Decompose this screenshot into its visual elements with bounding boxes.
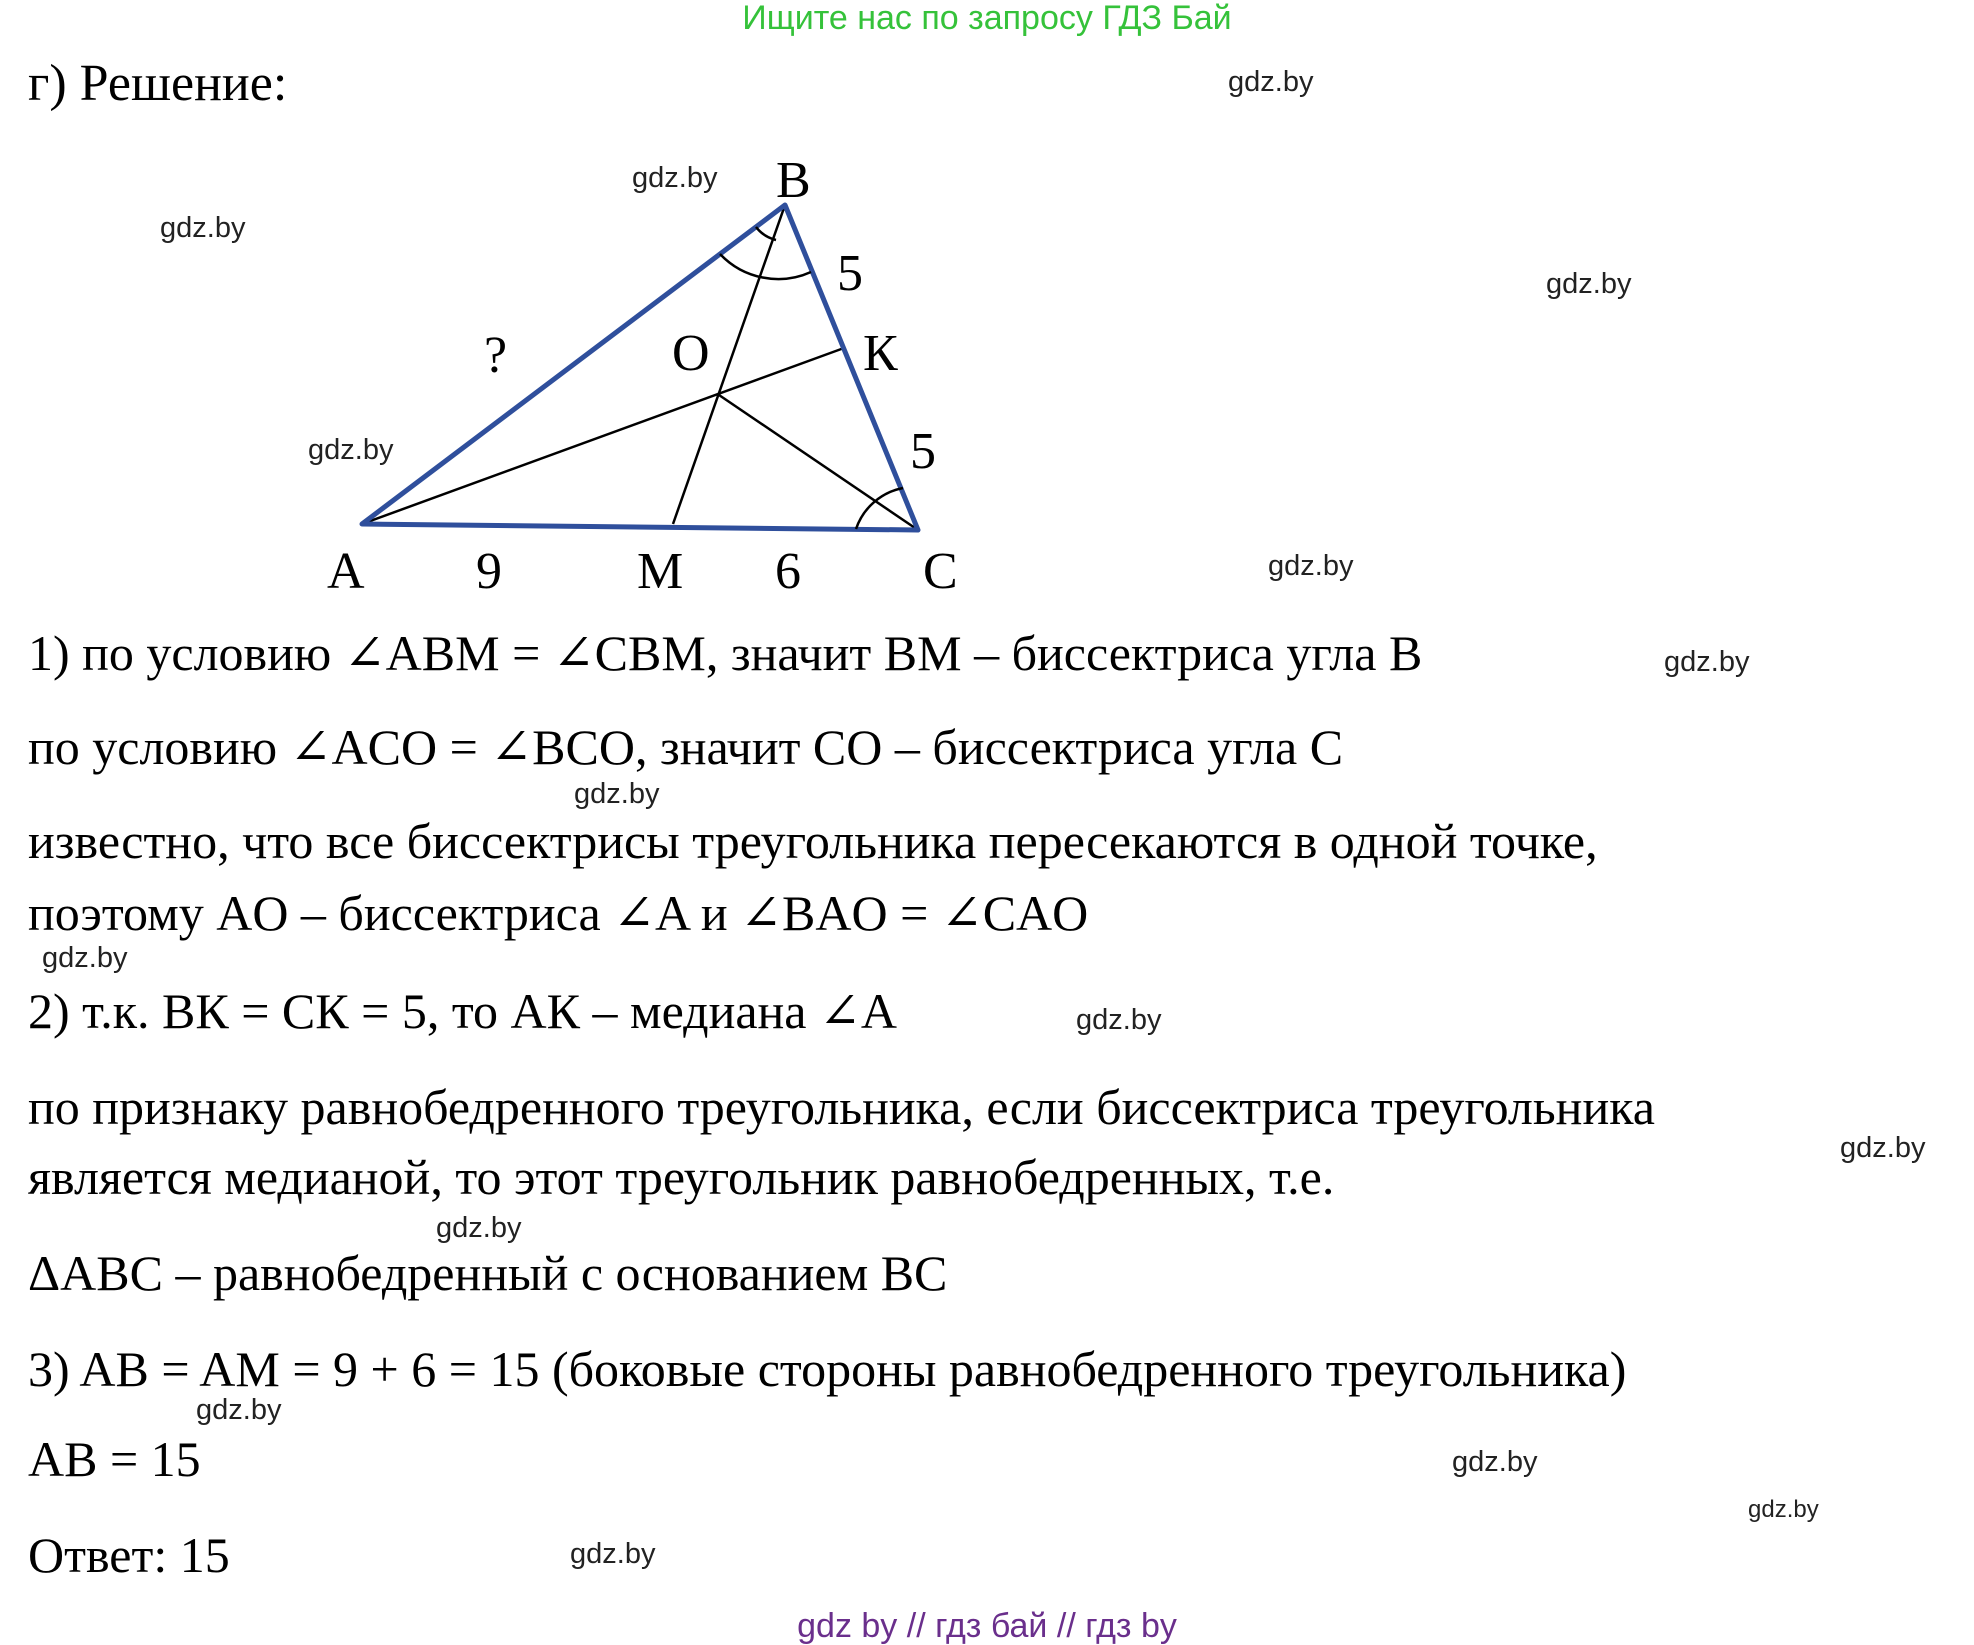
watermark: gdz.by [574, 778, 660, 810]
watermark: gdz.by [196, 1394, 282, 1426]
triangle-figure [0, 130, 1000, 600]
segment-label-kc: 5 [910, 423, 936, 480]
solution-line-1: 1) по условию ∠ABM = ∠CBM, значит BM – биссектриса угла B [28, 625, 1423, 681]
triangle-diagram [0, 130, 1000, 600]
vertex-label-b: B [776, 152, 811, 209]
point-label-o: O [672, 325, 710, 382]
watermark: gdz.by [1748, 1496, 1819, 1523]
angle-arc-b-inner [756, 227, 776, 240]
segment-label-mc: 6 [775, 543, 801, 600]
solution-line-3: известно, что все биссектрисы треугольника пересекаются в одной точке, [28, 813, 1598, 869]
watermark: gdz.by [632, 162, 718, 194]
solution-line-10: AB = 15 [28, 1431, 201, 1487]
watermark: gdz.by [42, 942, 128, 974]
segment-label-am: 9 [476, 543, 502, 600]
answer-line: Ответ: 15 [28, 1527, 230, 1583]
solution-line-2: по условию ∠ACO = ∠BCO, значит CO – биссектриса угла C [28, 719, 1344, 775]
solution-line-4: поэтому AO – биссектриса ∠A и ∠BAO = ∠CAO [28, 885, 1089, 941]
triangle-abc [362, 205, 918, 530]
watermark: gdz.by [436, 1212, 522, 1244]
vertex-label-a: A [327, 543, 365, 600]
watermark: gdz.by [1546, 268, 1632, 300]
watermark: gdz.by [1228, 66, 1314, 98]
vertex-label-c: C [923, 543, 958, 600]
solution-line-7: является медианой, то этот треугольник равнобедренных, т.е. [28, 1149, 1335, 1205]
median-ak [362, 348, 844, 524]
solution-line-8: ΔABC – равнобедренный с основанием BC [28, 1245, 948, 1301]
watermark: gdz.by [1268, 550, 1354, 582]
watermark: gdz.by [570, 1538, 656, 1570]
solution-line-6: по признаку равнобедренного треугольника, если биссектриса треугольника [28, 1079, 1655, 1135]
watermark: gdz.by [1452, 1446, 1538, 1478]
solution-line-9: 3) AB = AM = 9 + 6 = 15 (боковые стороны равнобедренного треугольника) [28, 1341, 1627, 1397]
segment-label-ab: ? [484, 327, 508, 384]
top-banner: Ищите нас по запросу ГДЗ Бай [742, 0, 1232, 37]
watermark: gdz.by [308, 434, 394, 466]
watermark: gdz.by [1076, 1004, 1162, 1036]
solution-heading: г) Решение: [28, 55, 288, 112]
point-label-m: M [637, 543, 684, 600]
watermark: gdz.by [1840, 1132, 1926, 1164]
point-label-k: К [863, 325, 898, 382]
segment-label-bk: 5 [837, 245, 863, 302]
footer-brand: gdz by // гдз бай // гдз by [797, 1607, 1177, 1645]
watermark: gdz.by [1664, 646, 1750, 678]
solution-line-5: 2) т.к. BК = CК = 5, то AК – медиана ∠A [28, 983, 897, 1039]
watermark: gdz.by [160, 212, 246, 244]
